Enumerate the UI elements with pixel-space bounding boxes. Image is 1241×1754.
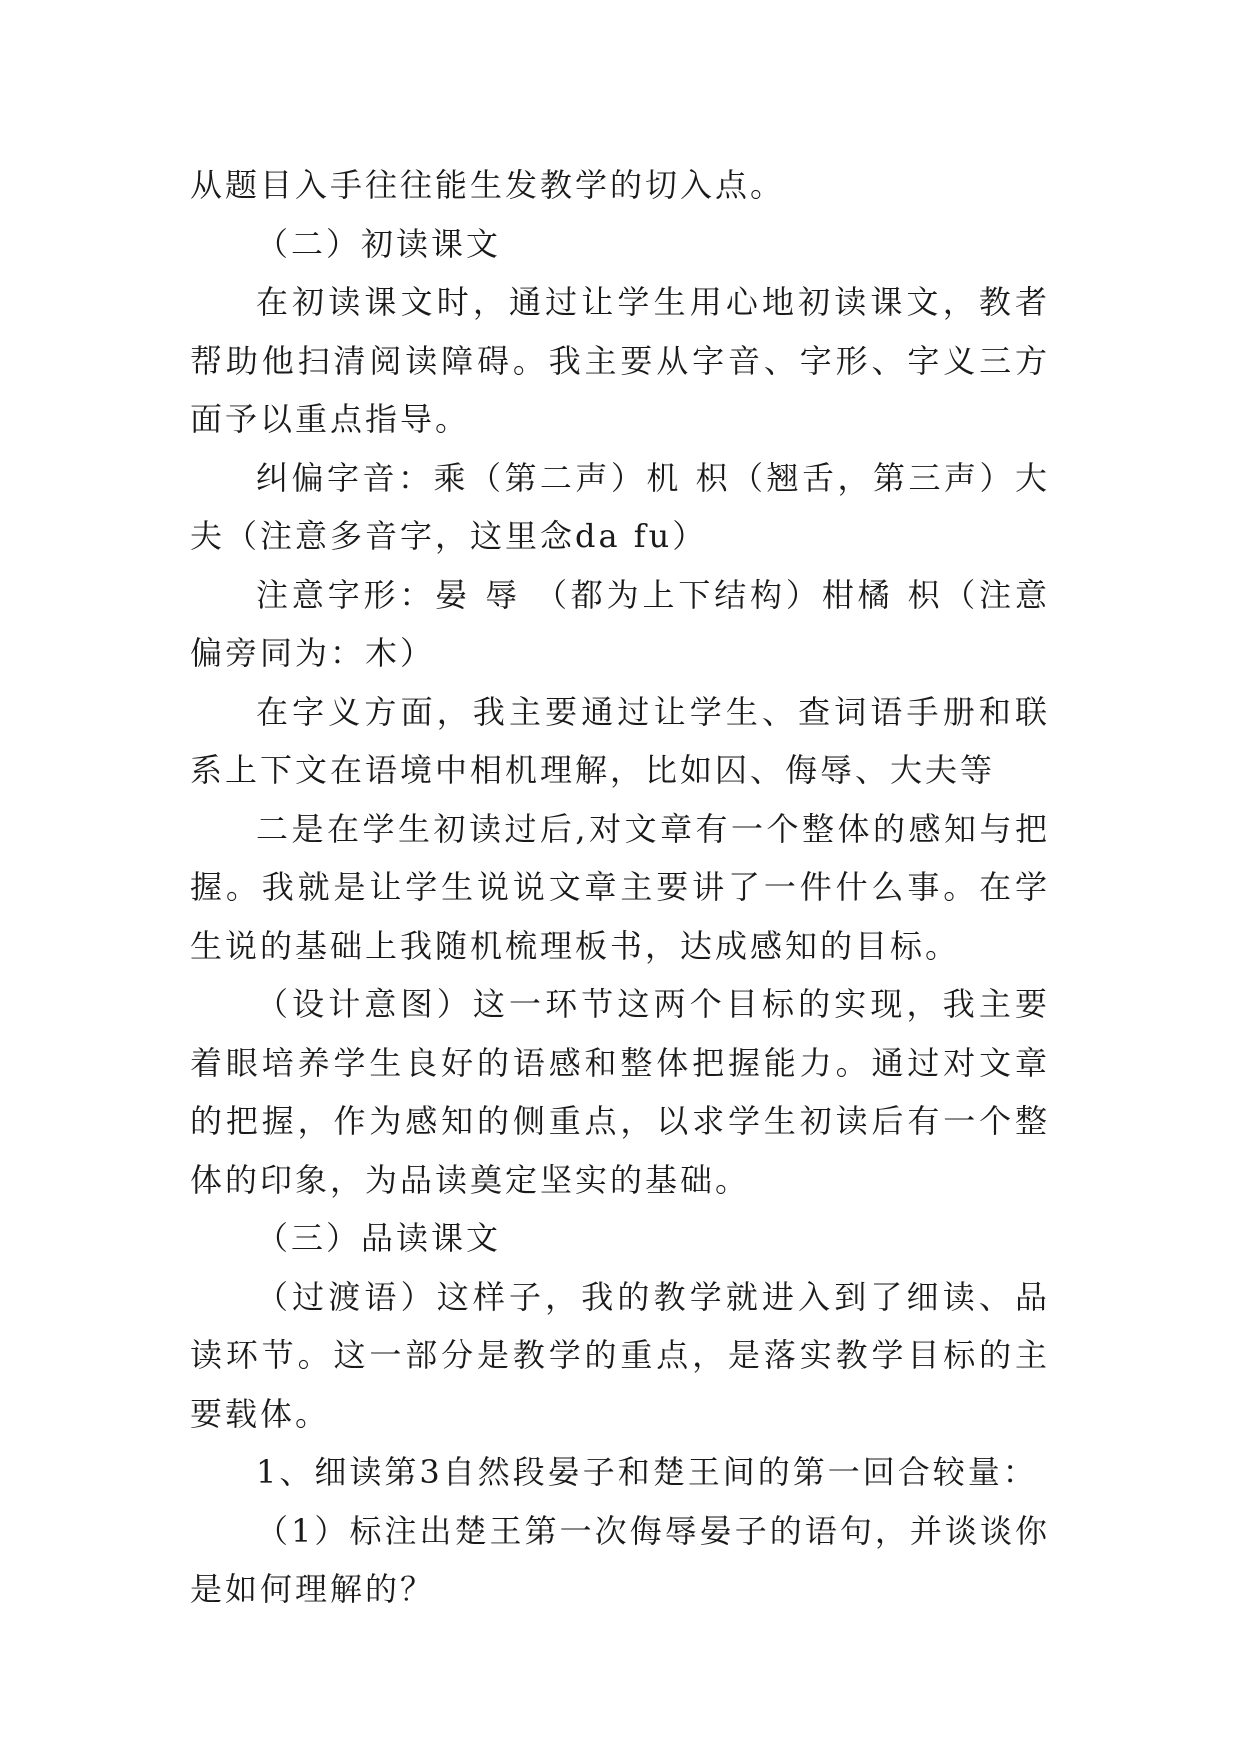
paragraph-pronunciation: 纠偏字音：乘（第二声）机 枳（翘舌，第三声）大夫（注意多音字，这里念da fu） [190, 458, 1050, 555]
paragraph-continuation: 从题目入手往往能生发教学的切入点。 [190, 166, 786, 204]
paragraph-item-1: 1、细读第3自然段晏子和楚王间的第一回合较量： [256, 1453, 1038, 1491]
paragraph-character-form: 注意字形：晏 辱 （都为上下结构）柑橘 枳（注意偏旁同为：木） [190, 575, 1050, 672]
paragraph-meaning: 在字义方面，我主要通过让学生、查词语手册和联系上下文在语境中相机理解，比如囚、侮辱、大夫等 [190, 692, 1050, 789]
paragraph-item-1-1: （1）标注出楚王第一次侮辱晏子的语句，并谈谈你是如何理解的？ [190, 1511, 1050, 1608]
section-heading-3: （三）品读课文 [256, 1219, 502, 1257]
paragraph-overall-perception: 二是在学生初读过后,对文章有一个整体的感知与把握。我就是让学生说说文章主要讲了一件什么事。在学生说的基础上我随机梳理板书，达成感知的目标。 [190, 809, 1050, 965]
section-heading-2: （二）初读课文 [256, 224, 502, 263]
paragraph-initial-reading: 在初读课文时，通过让学生用心地初读课文，教者帮助他扫清阅读障碍。我主要从字音、字形、字义三方面予以重点指导。 [190, 283, 1050, 438]
paragraph-transition: （过渡语）这样子，我的教学就进入到了细读、品读环节。这一部分是教学的重点，是落实教学目标的主要载体。 [190, 1277, 1050, 1433]
paragraph-design-intent: （设计意图）这一环节这两个目标的实现，我主要着眼培养学生良好的语感和整体把握能力。通过对文章的把握，作为感知的侧重点，以求学生初读后有一个整体的印象，为品读奠定坚实的基础。 [190, 985, 1050, 1199]
document-body [190, 156, 1050, 1619]
